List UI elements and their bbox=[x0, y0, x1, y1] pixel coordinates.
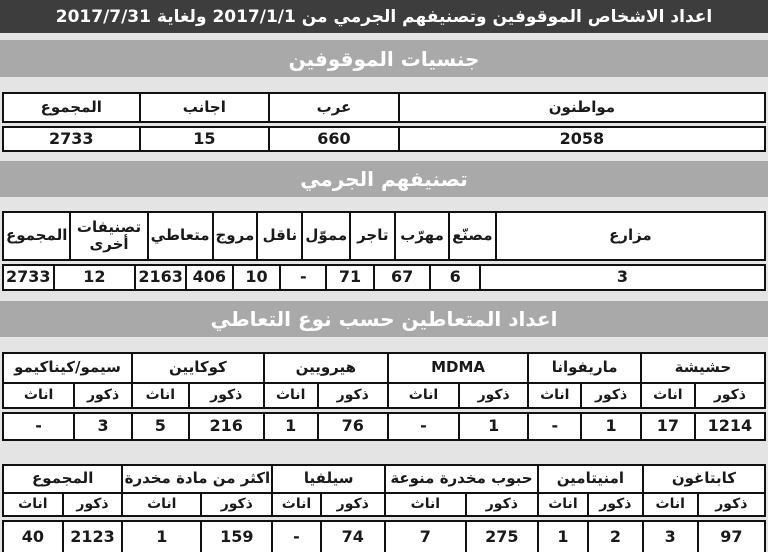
users-row1-drug-name-cell: كوكايين bbox=[133, 354, 263, 382]
users-row1-male-header-cell: ذكور bbox=[190, 384, 263, 407]
users-row1-drug-name-cell: حشيشة bbox=[642, 354, 764, 382]
nationalities-table-value-row bbox=[2, 126, 766, 152]
users-row1-male-header-cell: ذكور bbox=[696, 384, 764, 407]
classification-value-cell: 2733 bbox=[4, 266, 53, 289]
users-row2-male-header-cell: ذكور bbox=[589, 494, 642, 515]
users-row2-drug-name-cell: المجموع bbox=[4, 466, 121, 492]
users-row1-male-header-cell: ذكور bbox=[319, 384, 387, 407]
section-header-nationalities-label: جنسيات الموقوفين bbox=[288, 46, 480, 71]
users-row1-female-header-cell: اناث bbox=[265, 384, 317, 407]
nationalities-value-cell: 660 bbox=[270, 128, 398, 150]
users-row2-male-value-cell: 74 bbox=[322, 522, 384, 552]
users-row1-female-header-cell: اناث bbox=[529, 384, 580, 407]
report-title: اعداد الاشخاص الموقوفين وتصنيفهم الجرمي من 2017/1/1 ولغاية 2017/7/31 bbox=[55, 6, 713, 27]
nationalities-header-cell: اجانب bbox=[141, 94, 269, 121]
users-row1-drug-name-cell: سيمو/كيناكيمو bbox=[4, 354, 131, 382]
section-divider bbox=[0, 152, 768, 161]
section-header-classification bbox=[0, 161, 768, 197]
classification-table-header-row bbox=[2, 211, 766, 261]
classification-value-cell: 6 bbox=[431, 266, 479, 289]
users-row2-drug-name-cell: سيلفيا bbox=[273, 466, 384, 492]
users-row2-male-header-cell: ذكور bbox=[202, 494, 271, 515]
users-row2-drug-name-cell: اكثر من مادة مخدرة bbox=[123, 466, 271, 492]
users-row1-drug-name-cell: ماريفوانا bbox=[529, 354, 640, 382]
users-row1-female-header-cell: اناث bbox=[389, 384, 458, 407]
classification-value-cell: - bbox=[281, 266, 325, 289]
users-row2-female-header-cell: اناث bbox=[539, 494, 587, 515]
users-row2-female-value-cell: 7 bbox=[386, 522, 465, 552]
section-header-classification-label: تصنيفهم الجرمي bbox=[300, 167, 468, 191]
nationalities-header-cell: عرب bbox=[270, 94, 398, 121]
nationalities-table-header-row bbox=[2, 92, 766, 123]
users-row2-male-value-cell: 97 bbox=[699, 522, 764, 552]
classification-table bbox=[2, 211, 766, 291]
users-row1-female-value-cell: 17 bbox=[642, 414, 694, 439]
users-row1-female-header-cell: اناث bbox=[133, 384, 188, 407]
users-row2-male-value-cell: 159 bbox=[202, 522, 271, 552]
classification-header-cell: مروج bbox=[214, 213, 257, 259]
users-by-type-table-row2 bbox=[2, 464, 766, 552]
users-row1-male-header-cell: ذكور bbox=[582, 384, 640, 407]
users-row1-male-value-cell: 76 bbox=[319, 414, 387, 439]
users-row1-female-value-cell: - bbox=[4, 414, 73, 439]
users-by-type-row1-values bbox=[2, 412, 766, 441]
classification-value-cell: 12 bbox=[55, 266, 135, 289]
users-row1-male-value-cell: 216 bbox=[190, 414, 263, 439]
section-divider bbox=[0, 291, 768, 301]
section-divider bbox=[0, 441, 768, 464]
users-row2-female-header-cell: اناث bbox=[273, 494, 319, 515]
classification-value-cell: 2163 bbox=[136, 266, 185, 289]
users-row1-male-value-cell: 1 bbox=[460, 414, 527, 439]
users-row2-female-header-cell: اناث bbox=[4, 494, 62, 515]
users-row2-male-value-cell: 2 bbox=[589, 522, 642, 552]
users-row1-male-header-cell: ذكور bbox=[75, 384, 131, 407]
report-title-bar bbox=[0, 0, 768, 33]
users-row2-female-value-cell: 40 bbox=[4, 522, 62, 552]
users-row2-male-header-cell: ذكور bbox=[322, 494, 384, 515]
nationalities-table bbox=[2, 92, 766, 152]
users-row1-female-header-cell: اناث bbox=[642, 384, 694, 407]
users-by-type-row1-header bbox=[2, 352, 766, 409]
classification-value-cell: 3 bbox=[481, 266, 764, 289]
users-row1-male-value-cell: 3 bbox=[75, 414, 131, 439]
classification-value-cell: 10 bbox=[234, 266, 280, 289]
users-row2-female-header-cell: اناث bbox=[386, 494, 465, 515]
classification-value-cell: 406 bbox=[187, 266, 232, 289]
users-row2-female-header-cell: اناث bbox=[644, 494, 697, 515]
classification-header-cell: مموّل bbox=[303, 213, 349, 259]
users-row2-drug-name-cell: حبوب مخدرة منوعة bbox=[386, 466, 537, 492]
users-row2-male-header-cell: ذكور bbox=[467, 494, 537, 515]
users-row2-male-value-cell: 2123 bbox=[64, 522, 122, 552]
classification-header-cell: تاجر bbox=[351, 213, 394, 259]
users-row2-male-value-cell: 275 bbox=[467, 522, 537, 552]
users-row1-male-value-cell: 1 bbox=[582, 414, 640, 439]
classification-header-cell: تصنيفات أخرى bbox=[71, 213, 146, 259]
users-row1-female-header-cell: اناث bbox=[4, 384, 73, 407]
users-row2-female-value-cell: - bbox=[273, 522, 319, 552]
section-divider bbox=[0, 197, 768, 211]
section-divider bbox=[0, 337, 768, 352]
classification-header-cell: متعاطي bbox=[149, 213, 212, 259]
users-row2-female-header-cell: اناث bbox=[123, 494, 200, 515]
users-row2-female-value-cell: 3 bbox=[644, 522, 697, 552]
classification-header-cell: مهرّب bbox=[396, 213, 447, 259]
nationalities-value-cell: 2058 bbox=[400, 128, 764, 150]
users-row2-male-header-cell: ذكور bbox=[699, 494, 764, 515]
nationalities-header-cell: المجموع bbox=[4, 94, 139, 121]
users-row1-drug-name-cell: MDMA bbox=[389, 354, 527, 382]
users-row2-drug-name-cell: كابتاغون bbox=[644, 466, 764, 492]
users-row1-female-value-cell: 5 bbox=[133, 414, 188, 439]
users-row1-male-value-cell: 1214 bbox=[696, 414, 764, 439]
classification-header-cell: ناقل bbox=[258, 213, 301, 259]
classification-header-cell: مزارع bbox=[497, 213, 764, 259]
section-divider bbox=[0, 77, 768, 92]
section-header-users-by-type-label: اعداد المتعاطين حسب نوع التعاطي bbox=[210, 307, 558, 331]
users-by-type-table-row1 bbox=[2, 352, 766, 441]
users-row2-female-value-cell: 1 bbox=[539, 522, 587, 552]
users-by-type-row2-header bbox=[2, 464, 766, 517]
users-row1-female-value-cell: - bbox=[529, 414, 580, 439]
users-by-type-row2-values bbox=[2, 520, 766, 552]
classification-value-cell: 71 bbox=[327, 266, 373, 289]
users-row1-male-header-cell: ذكور bbox=[460, 384, 527, 407]
nationalities-header-cell: مواطنون bbox=[400, 94, 764, 121]
users-row1-female-value-cell: 1 bbox=[265, 414, 317, 439]
users-row2-drug-name-cell: امنيتامين bbox=[539, 466, 642, 492]
users-row1-drug-name-cell: هيرويين bbox=[265, 354, 387, 382]
section-header-nationalities bbox=[0, 40, 768, 77]
nationalities-value-cell: 15 bbox=[141, 128, 269, 150]
users-row2-male-header-cell: ذكور bbox=[64, 494, 122, 515]
classification-header-cell: المجموع bbox=[4, 213, 69, 259]
classification-header-cell: مصنّع bbox=[450, 213, 495, 259]
nationalities-value-cell: 2733 bbox=[4, 128, 139, 150]
classification-value-cell: 67 bbox=[375, 266, 429, 289]
section-header-users-by-type bbox=[0, 301, 768, 337]
section-divider bbox=[0, 33, 768, 40]
classification-table-value-row bbox=[2, 264, 766, 291]
users-row2-female-value-cell: 1 bbox=[123, 522, 200, 552]
users-row1-female-value-cell: - bbox=[389, 414, 458, 439]
